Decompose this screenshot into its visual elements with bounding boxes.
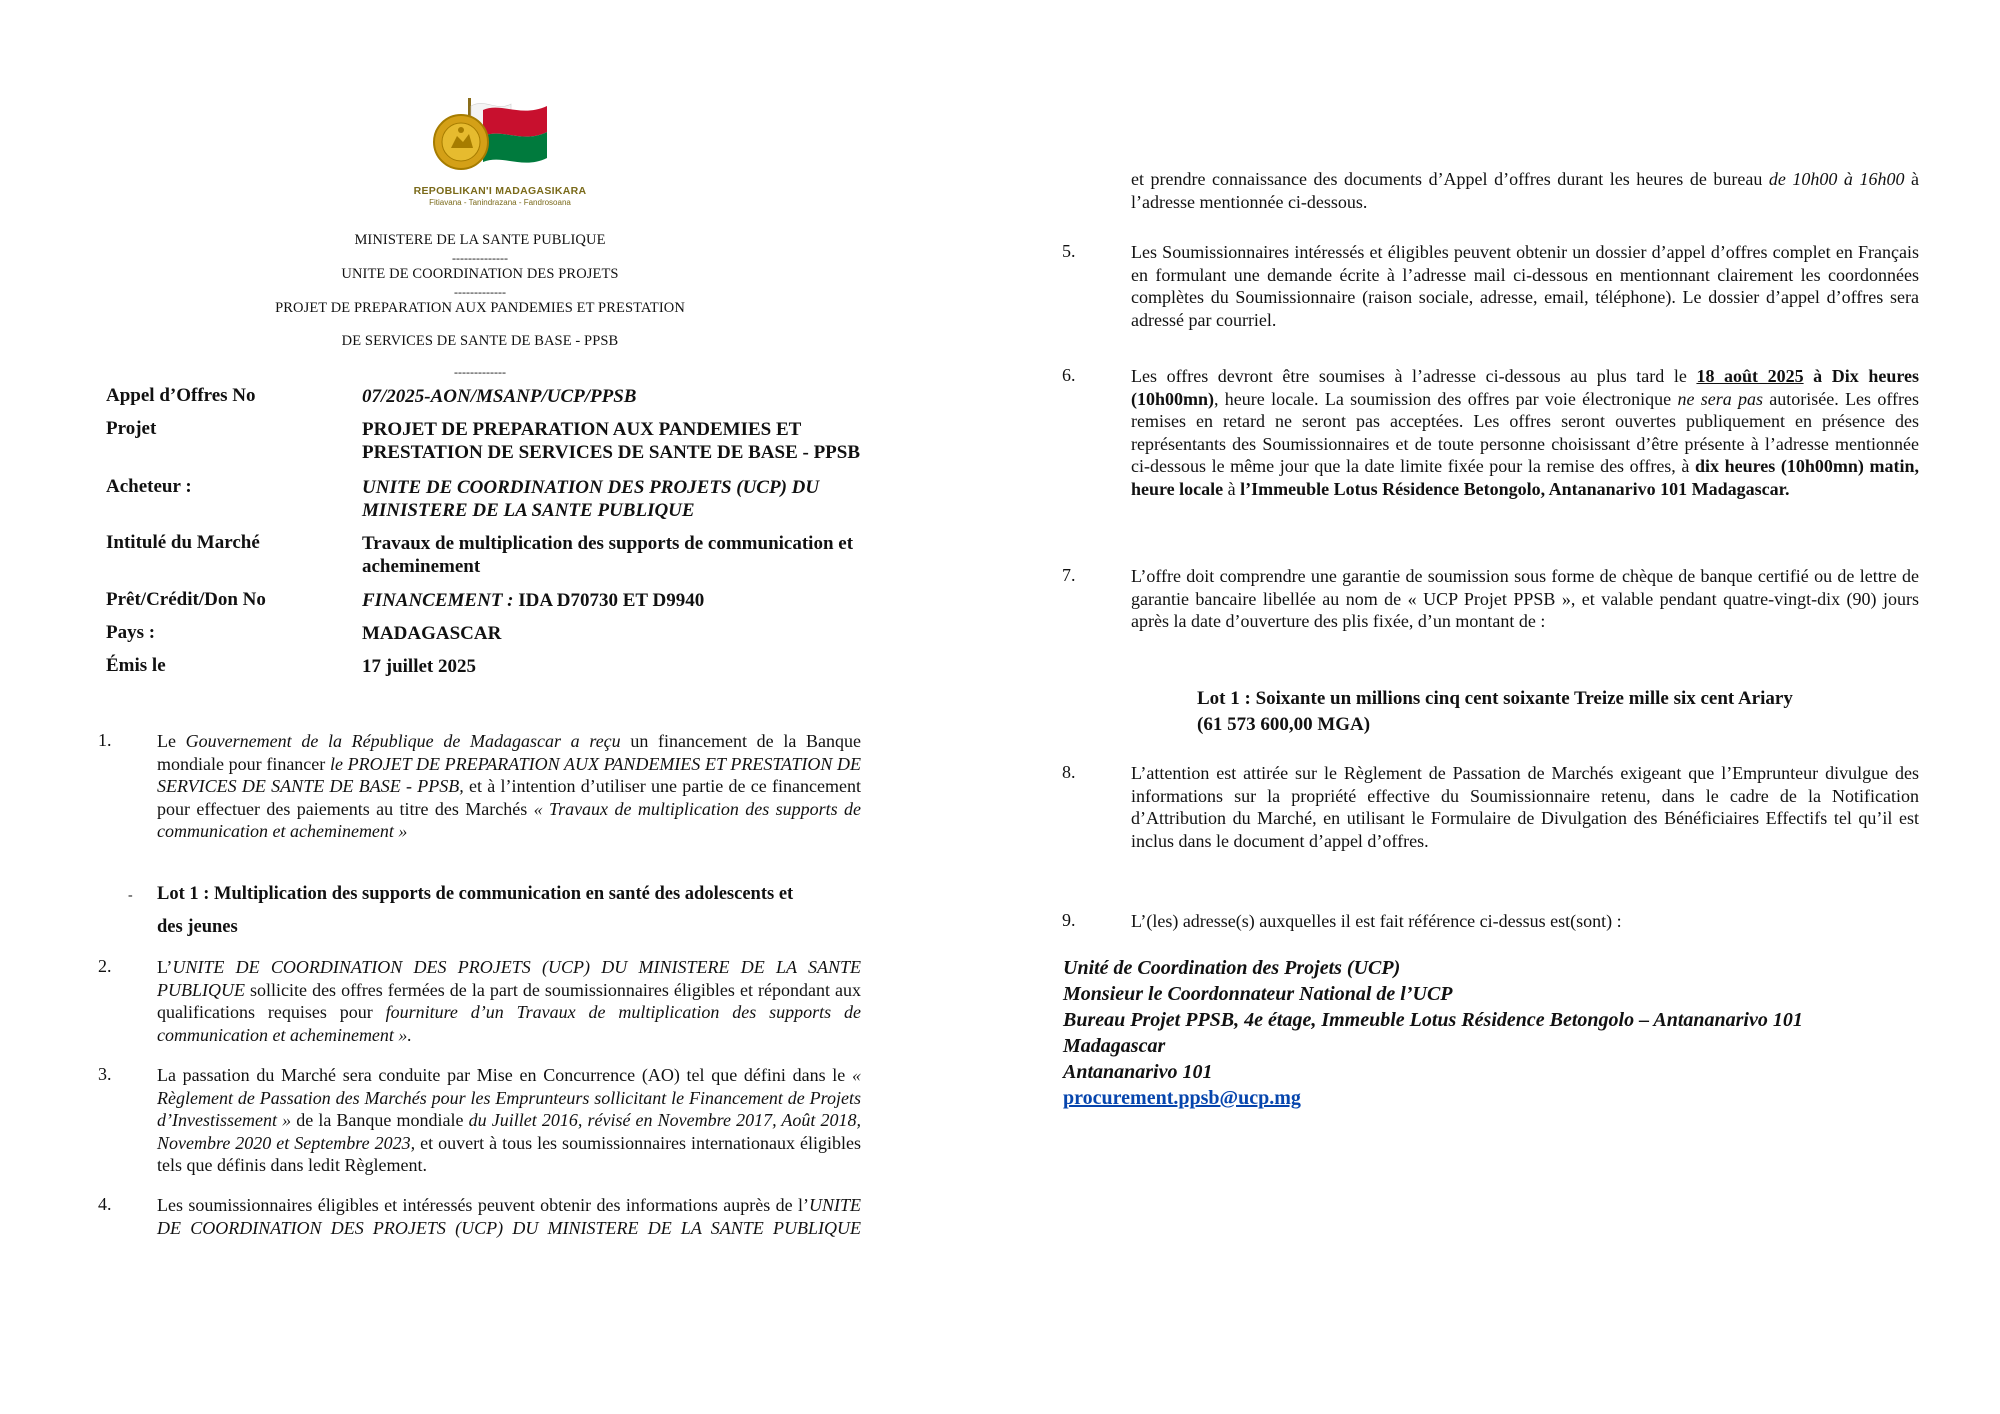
lot-item-line-1: Lot 1 : Multiplication des supports de communication en santé des adolescents et	[157, 884, 794, 904]
paragraph-number: 4.	[98, 1194, 112, 1214]
paragraph-1: Le Gouvernement de la République de Madagascar a reçu un financement de la Banque mondiale pour financer le PROJET DE PREPARATION AUX PANDEMIES ET PRESTATION DE SERVICES DE SANTE DE BASE - PPSB, et à l’intention d’utiliser une partie de ce financement pour effectuer des paiements au titre des Marchés « Travaux de multiplication des supports de communication et acheminement »	[157, 731, 861, 841]
address-line: Madagascar	[1063, 1035, 1166, 1057]
projet-label: Projet	[106, 418, 157, 439]
pays-label: Pays :	[106, 622, 156, 643]
ao-label: Appel d’Offres No	[106, 385, 256, 406]
emis-label: Émis le	[106, 655, 166, 676]
paragraph-number: 1.	[98, 730, 112, 750]
lot-bullet: -	[128, 888, 133, 903]
paragraph-2: L’UNITE DE COORDINATION DES PROJETS (UCP) DU MINISTERE DE LA SANTE PUBLIQUE sollicite des offres fermées de la part de soumissionnaires éligibles et répondant aux qualifications requises pour fourniture d’un Travaux de multiplication des supports de communication et acheminement ».	[157, 957, 862, 1045]
pret-number: IDA D70730 ET D9940	[518, 590, 705, 611]
address-line: Monsieur le Coordonnateur National de l’UCP	[1063, 983, 1453, 1005]
separator: -------------	[454, 285, 506, 299]
separator: --------------	[452, 251, 508, 265]
emblem-name: REPOBLIKAN'I MADAGASIKARA	[413, 185, 587, 197]
emblem-motto: Fitiavana - Tanindrazana - Fandrosoana	[429, 198, 571, 207]
address-block	[1063, 955, 1943, 1111]
paragraph-5: Les Soumissionnaires intéressés et éligibles peuvent obtenir un dossier d’appel d’offres complet en Français en formulant une demande écrite à l’adresse mail ci-dessous en mentionnant clairement les coordonnées complètes du Soumissionnaire (raison sociale, adresse, email, téléphone). Le dossier d’appel d’offres sera adressé par courriel.	[1131, 242, 1919, 330]
emis-value: 17 juillet 2025	[362, 656, 476, 677]
paragraph-number: 8.	[1062, 762, 1076, 782]
paragraph-6: Les offres devront être soumises à l’adresse ci-dessous au plus tard le 18 août 2025 à Dix heures (10h00mn), heure locale. La soumission des offres par voie électronique ne sera pas autorisée. Les offres remises en retard ne seront pas acceptées. Les offres seront ouvertes publiquement en présence des représentants des Soumissionnaires et de toute personne choisissant d’être présente à l’adresse mentionnée ci-dessous le même jour que la date limite fixée pour la remise des offres, à dix heures (10h00mn) matin, heure locale à l’Immeuble Lotus Résidence Betongolo, Antananarivo 101 Madagascar.	[1131, 366, 1920, 499]
paragraph-number: 5.	[1062, 241, 1076, 261]
paragraph-4-part-1: Les soumissionnaires éligibles et intéressés peuvent obtenir des informations auprès de l’UNITE DE COORDINATION DES PROJETS (UCP) DU MINISTERE DE LA SANTE PUBLIQUE	[157, 1195, 861, 1238]
lot-item-line-2: des jeunes	[157, 917, 238, 937]
lot-amount-line-1: Lot 1 : Soixante un millions cinq cent soixante Treize mille six cent Ariary	[1197, 688, 1793, 709]
paragraph-3: La passation du Marché sera conduite par Mise en Concurrence (AO) tel que défini dans le « Règlement de Passation des Marchés pour les Emprunteurs sollicitant le Financement de Projets d’Investissement » de la Banque mondiale du Juillet 2016, révisé en Novembre 2017, Août 2018, Novembre 2020 et Septembre 2023, et ouvert à tous les soumissionnaires internationaux éligibles tels que définis dans ledit Règlement.	[157, 1065, 862, 1175]
acheteur-label: Acheteur :	[106, 476, 192, 497]
address-line: Antananarivo 101	[1063, 1061, 1213, 1083]
separator: -------------	[454, 365, 506, 379]
project-line-2: DE SERVICES DE SANTE DE BASE - PPSB	[341, 333, 619, 349]
paragraph-number: 3.	[98, 1064, 112, 1084]
pret-value	[362, 589, 902, 612]
paragraph-7: L’offre doit comprendre une garantie de soumission sous forme de chèque de banque certifié ou de lettre de garantie bancaire libellée au nom de « UCP Projet PPSB », et valable pendant quatre-vingt-dix (90) jours après la date d’ouverture des plis fixée, d’un montant de :	[1131, 566, 1919, 631]
paragraph-number: 7.	[1062, 565, 1076, 585]
address-line: Unité de Coordination des Projets (UCP)	[1063, 957, 1401, 979]
acheteur-value: UNITE DE COORDINATION DES PROJETS (UCP) DU MINISTERE DE LA SANTE PUBLIQUE	[362, 477, 820, 521]
pays-value: MADAGASCAR	[362, 623, 502, 644]
paragraph-number: 6.	[1062, 365, 1076, 385]
ao-value: 07/2025-AON/MSANP/UCP/PPSB	[362, 386, 637, 407]
marche-value: Travaux de multiplication des supports de communication et acheminement	[362, 533, 854, 577]
paragraph-9: L’(les) adresse(s) auxquelles il est fait référence ci-dessus est(sont) :	[1131, 911, 1622, 931]
email-link[interactable]: procurement.ppsb@ucp.mg	[1063, 1087, 1301, 1109]
pret-prefix: FINANCEMENT :	[362, 590, 514, 611]
paragraph-number: 9.	[1062, 910, 1076, 930]
paragraph-8: L’attention est attirée sur le Règlement de Passation de Marchés exigeant que l’Emprunteur divulgue des informations sur la propriété effective du Soumissionnaire retenu, dans le cadre de la Notification d’Attribution du Marché, en utilisant le Formulaire de Divulgation des Bénéficiaires Effectifs tel qu’il est inclus dans le document d’appel d’offres.	[1131, 763, 1919, 851]
marche-label: Intitulé du Marché	[106, 532, 260, 553]
ministry-name: MINISTERE DE LA SANTE PUBLIQUE	[354, 232, 606, 248]
emblem	[405, 92, 595, 210]
paragraph-number: 2.	[98, 956, 112, 976]
lot-amount-line-2: (61 573 600,00 MGA)	[1197, 714, 1371, 735]
address-line: Bureau Projet PPSB, 4e étage, Immeuble Lotus Résidence Betongolo – Antananarivo 101	[1063, 1009, 1803, 1031]
unit-name: UNITE DE COORDINATION DES PROJETS	[341, 266, 619, 282]
projet-value: PROJET DE PREPARATION AUX PANDEMIES ET PRESTATION DE SERVICES DE SANTE DE BASE - PPSB	[362, 419, 861, 463]
project-line-1: PROJET DE PREPARATION AUX PANDEMIES ET PRESTATION	[275, 300, 685, 316]
paragraph-4-part-2: et prendre connaissance des documents d’Appel d’offres durant les heures de bureau de 10h00 à 16h00 à l’adresse mentionnée ci-dessous.	[1131, 169, 1919, 212]
pret-label: Prêt/Crédit/Don No	[106, 589, 266, 610]
